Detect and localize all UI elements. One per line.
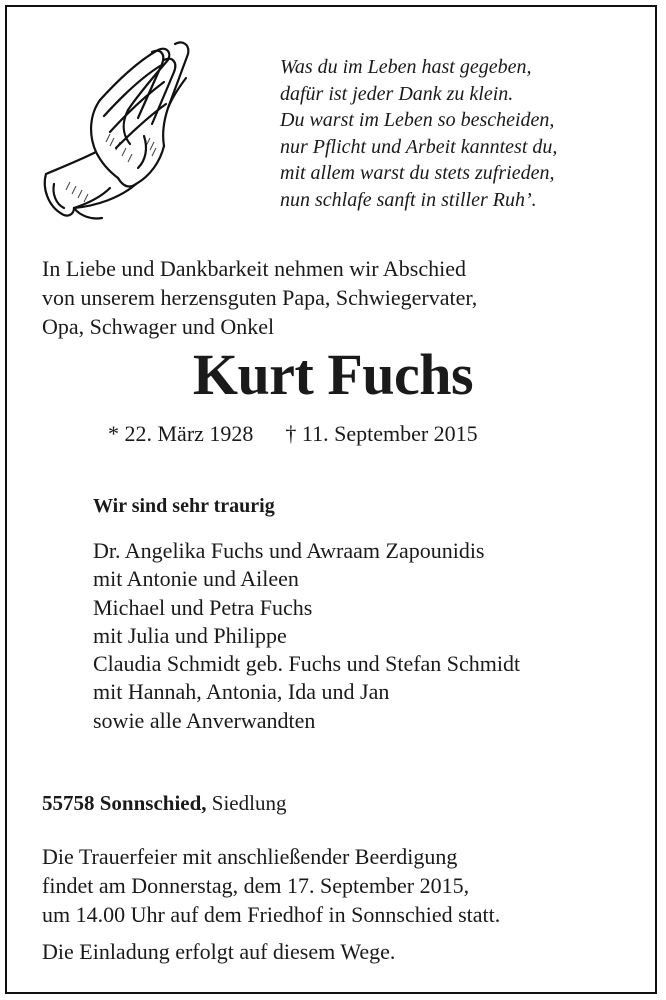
poem-line: dafür ist jeder Dank zu klein. [280,82,514,105]
address-district: Siedlung [211,791,287,815]
deceased-name: Kurt Fuchs [192,342,474,407]
death-date: † 11. September 2015 [285,421,478,446]
poem-line: mit allem warst du stets zufrieden, [280,162,555,184]
mourner-line: Claudia Schmidt geb. Fuchs und Stefan Schmidt [93,651,521,677]
mourners-heading: Wir sind sehr traurig [93,495,275,517]
birth-date: * 22. März 1928 [108,421,254,446]
poem-line: Du warst im Leben so bescheiden, [280,109,555,131]
funeral-line: um 14.00 Uhr auf dem Friedhof in Sonnschied statt. [42,902,501,927]
praying-hands-icon [40,38,200,223]
mourner-line: mit Antonie und Aileen [93,566,299,592]
invitation-note: Die Einladung erfolgt auf diesem Wege. [42,939,396,964]
poem [280,54,640,213]
mourner-line: mit Julia und Philippe [93,622,287,648]
poem-line: nun schlafe sanft in stiller Ruh’. [280,188,537,211]
poem-line: nur Pflicht und Arbeit kanntest du, [280,135,558,158]
mourners-list [93,537,520,735]
mourner-line: Michael und Petra Fuchs [93,594,313,620]
mourner-line: sowie alle Anverwandten [93,707,316,733]
address-town: 55758 Sonnschied, [42,791,207,815]
intro-line: Opa, Schwager und Onkel [42,314,275,339]
funeral-line: Die Trauerfeier mit anschließender Beerdigung [42,844,458,869]
address [42,790,286,816]
funeral-line: findet am Donnerstag, dem 17. September 2015, [42,873,470,898]
funeral-info [42,842,500,929]
mourner-line: Dr. Angelika Fuchs und Awraam Zapounidis [93,538,485,563]
intro-line: von unserem herzensguten Papa, Schwiegervater, [42,285,478,310]
mourner-line: mit Hannah, Antonia, Ida und Jan [93,679,390,705]
intro-text [42,254,642,341]
intro-line: In Liebe und Dankbarkeit nehmen wir Abschied [42,256,466,281]
life-dates [108,421,478,447]
poem-line: Was du im Leben hast gegeben, [280,56,532,78]
